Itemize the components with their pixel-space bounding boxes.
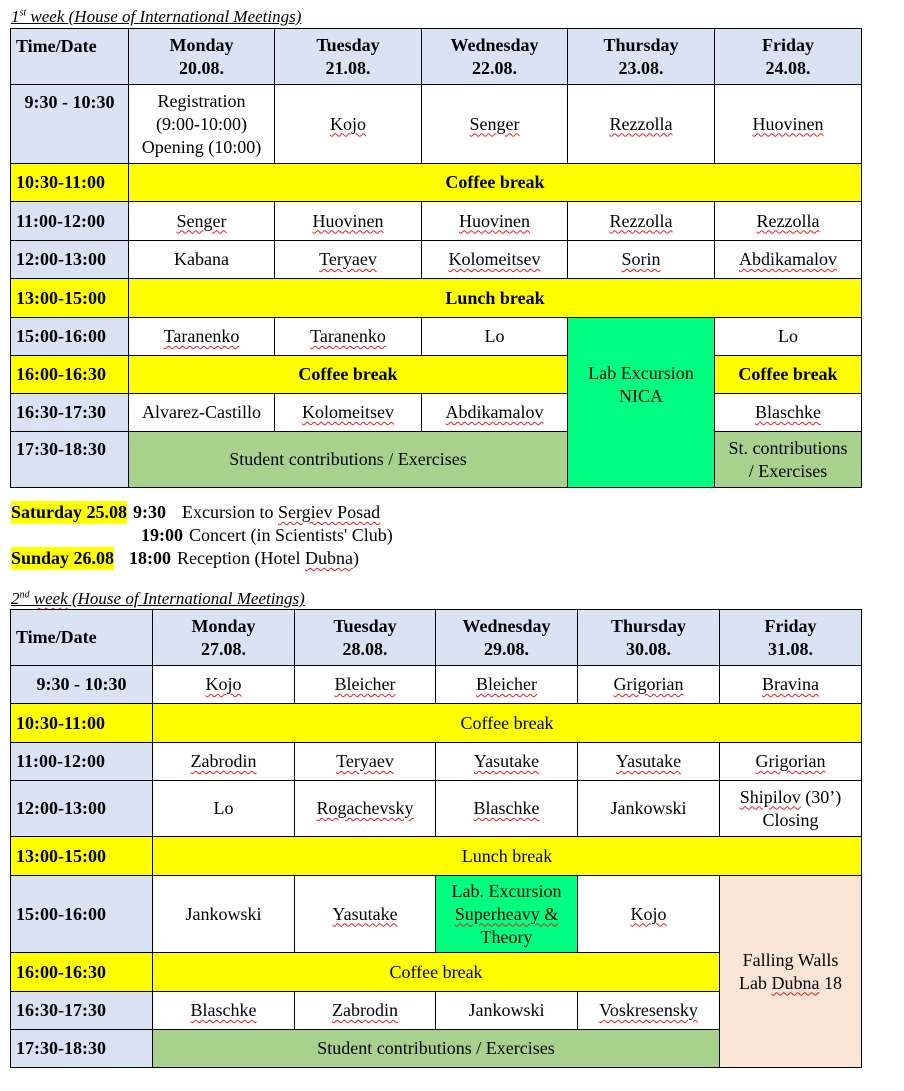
speaker-name: Shipilov xyxy=(739,786,801,807)
speaker-name: Teryaev xyxy=(336,751,394,771)
lab-excursion-cell xyxy=(568,318,715,488)
day-date: 30.08. xyxy=(626,638,671,659)
table-row xyxy=(11,318,862,356)
speaker-name: Kojo xyxy=(330,113,366,134)
speaker-name: Huovinen xyxy=(459,210,530,231)
session-cell xyxy=(295,781,436,837)
speaker-name: Yasutake xyxy=(332,903,398,924)
time-slot: 13:00-15:00 xyxy=(11,279,129,318)
day-date: 21.08. xyxy=(325,57,371,78)
table-row xyxy=(11,202,862,241)
table-header-row xyxy=(11,29,862,85)
session-line: (9:00-10:00) xyxy=(156,113,247,134)
contribution-line: St. contributions xyxy=(728,437,848,458)
table-row xyxy=(11,704,862,743)
day-name: Tuesday xyxy=(316,34,380,55)
session-cell xyxy=(578,992,720,1030)
session-cell xyxy=(153,876,295,953)
speaker-name: Kolomeitsev xyxy=(302,402,394,422)
session-cell xyxy=(578,876,720,953)
speaker-name: Bleicher xyxy=(334,674,396,694)
week1-schedule-table xyxy=(10,28,862,488)
event-time: 18:00 xyxy=(129,548,172,568)
table-row xyxy=(11,781,862,837)
time-slot: 16:30-17:30 xyxy=(11,394,129,432)
speaker-name: Taranenko xyxy=(163,326,240,346)
session-cell xyxy=(578,666,720,704)
excursion-line: NICA xyxy=(619,385,663,406)
table-row xyxy=(11,241,862,279)
saturday-row-1 xyxy=(11,501,393,524)
week1-heading-text: week (House of International Meetings) xyxy=(26,7,302,26)
speaker-name: Jankowski xyxy=(185,903,262,924)
table-row xyxy=(11,837,862,876)
day-header-wednesday xyxy=(422,29,568,85)
time-slot: 12:00-13:00 xyxy=(11,241,129,279)
session-cell xyxy=(129,394,275,432)
event-text: ) xyxy=(353,548,360,568)
speaker-name: Taranenko xyxy=(310,326,386,346)
day-header-wednesday xyxy=(436,610,578,666)
coffee-break-cell: Coffee break xyxy=(153,704,862,743)
day-header-thursday xyxy=(578,610,720,666)
speaker-name: Bleicher xyxy=(476,674,537,694)
falling-walls-cell xyxy=(720,876,862,1068)
event-text: Reception (Hotel xyxy=(177,548,306,568)
day-date: 27.08. xyxy=(201,638,246,659)
table-row xyxy=(11,743,862,781)
session-cell xyxy=(422,241,568,279)
event-time: 9:30 xyxy=(133,502,167,522)
session-cell xyxy=(153,666,295,704)
event-time: 19:00 xyxy=(141,525,183,545)
day-name: Monday xyxy=(169,34,234,55)
speaker-name: Grigorian xyxy=(755,751,826,771)
session-cell xyxy=(436,781,578,837)
table-row xyxy=(11,356,862,394)
session-cell xyxy=(295,666,436,704)
day-date: 22.08. xyxy=(472,57,517,78)
session-cell xyxy=(422,85,568,164)
coffee-break-cell: Coffee break xyxy=(715,356,862,394)
time-slot: 10:30-11:00 xyxy=(11,704,153,743)
speaker-name: Jankowski xyxy=(468,1000,545,1020)
excursion-line: Lab. Excursion xyxy=(451,880,562,901)
speaker-name: Yasutake xyxy=(473,751,540,771)
speaker-name: Huovinen xyxy=(312,210,384,231)
speaker-name: Blaschke xyxy=(190,1000,257,1020)
event-place: Sergiev Posad xyxy=(278,502,381,522)
day-header-friday xyxy=(715,29,862,85)
session-cell xyxy=(153,781,295,837)
session-cell xyxy=(129,241,275,279)
session-line: Opening (10:00) xyxy=(141,136,262,157)
session-cell xyxy=(568,241,715,279)
day-header-tuesday xyxy=(275,29,422,85)
time-slot: 11:00-12:00 xyxy=(11,202,129,241)
week1-heading-ordinal: 1 xyxy=(11,7,20,26)
time-slot: 9:30 - 10:30 xyxy=(11,666,153,704)
speaker-name: Kojo xyxy=(205,674,242,694)
excursion-line: Lab Excursion xyxy=(588,362,694,383)
speaker-name: Yasutake xyxy=(615,751,682,771)
session-cell xyxy=(715,241,862,279)
lunch-break-cell: Lunch break xyxy=(129,279,862,318)
day-header-tuesday xyxy=(295,610,436,666)
speaker-name: Blaschke xyxy=(473,798,540,818)
day-date: 20.08. xyxy=(179,57,224,78)
session-cell xyxy=(578,743,720,781)
session-cell xyxy=(153,992,295,1030)
day-header-monday xyxy=(153,610,295,666)
weekend-events xyxy=(11,501,393,570)
student-contributions-cell: Student contributions / Exercises xyxy=(153,1030,720,1068)
session-cell xyxy=(295,992,436,1030)
session-cell xyxy=(275,85,422,164)
speaker-name: Rezzolla xyxy=(609,113,673,134)
time-date-header: Time/Date xyxy=(11,29,129,85)
session-cell xyxy=(129,318,275,356)
session-cell xyxy=(129,85,275,164)
speaker-name: Bravina xyxy=(762,674,819,694)
table-row xyxy=(11,164,862,202)
time-slot: 16:00-16:30 xyxy=(11,953,153,992)
time-slot: 9:30 - 10:30 xyxy=(11,85,129,164)
speaker-name: Jankowski xyxy=(610,798,687,818)
day-date: 31.08. xyxy=(768,638,813,659)
session-cell xyxy=(436,992,578,1030)
time-slot: 15:00-16:00 xyxy=(11,876,153,953)
session-cell xyxy=(436,743,578,781)
speaker-name: Senger xyxy=(469,113,520,134)
week2-heading xyxy=(11,589,305,609)
session-cell xyxy=(715,202,862,241)
time-slot: 17:30-18:30 xyxy=(11,1030,153,1068)
session-cell xyxy=(422,202,568,241)
table-row xyxy=(11,394,862,432)
closing-label: Closing xyxy=(762,809,819,830)
speaker-name: Rogachevsky xyxy=(316,798,414,818)
day-date: 23.08. xyxy=(618,57,664,78)
contribution-line: / Exercises xyxy=(748,460,828,481)
session-cell xyxy=(720,666,862,704)
speaker-name: Kojo xyxy=(630,903,667,924)
week2-schedule-table xyxy=(10,609,862,1068)
excursion-line: Superheavy & xyxy=(454,903,559,924)
time-slot: 12:00-13:00 xyxy=(11,781,153,837)
table-header-row xyxy=(11,610,862,666)
table-row xyxy=(11,666,862,704)
time-slot: 17:30-18:30 xyxy=(11,432,129,488)
session-cell xyxy=(295,743,436,781)
speaker-name: Alvarez-Castillo xyxy=(142,402,261,422)
session-cell xyxy=(275,318,422,356)
coffee-break-cell: Coffee break xyxy=(129,164,862,202)
week2-heading-sup: nd xyxy=(19,589,30,601)
time-slot: 11:00-12:00 xyxy=(11,743,153,781)
speaker-name: Blaschke xyxy=(755,402,821,422)
speaker-name: Rezzolla xyxy=(609,210,673,231)
sunday-label: Sunday 26.08 xyxy=(11,548,115,568)
time-slot: 16:30-17:30 xyxy=(11,992,153,1030)
session-cell xyxy=(568,85,715,164)
event-place: Dubna xyxy=(771,972,820,993)
week2-heading-week: week xyxy=(33,589,68,608)
speaker-name: Zabrodin xyxy=(190,751,257,771)
event-line: Falling Walls xyxy=(742,949,839,970)
session-cell xyxy=(153,743,295,781)
day-name: Wednesday xyxy=(450,34,539,55)
session-cell xyxy=(436,666,578,704)
speaker-name: Lo xyxy=(213,798,234,818)
day-name: Wednesday xyxy=(462,615,551,636)
session-cell xyxy=(275,202,422,241)
speaker-name: Kabana xyxy=(174,249,229,269)
talk-duration: (30’) xyxy=(800,786,842,807)
session-cell xyxy=(715,318,862,356)
speaker-name: Grigorian xyxy=(613,674,684,694)
day-date: 29.08. xyxy=(484,638,529,659)
saturday-row-2 xyxy=(11,524,393,547)
day-name: Friday xyxy=(762,34,814,55)
event-text: Lab xyxy=(739,972,772,993)
speaker-name: Zabrodin xyxy=(332,1000,398,1020)
lunch-break-cell: Lunch break xyxy=(153,837,862,876)
speaker-name: Rezzolla xyxy=(756,210,820,231)
excursion-line: Theory xyxy=(480,926,533,947)
session-cell xyxy=(715,394,862,432)
day-header-thursday xyxy=(568,29,715,85)
week1-heading xyxy=(11,7,301,27)
day-name: Friday xyxy=(764,615,817,636)
speaker-name: Teryaev xyxy=(319,249,377,269)
speaker-name: Abdikamalov xyxy=(445,402,544,422)
session-cell xyxy=(422,318,568,356)
day-name: Monday xyxy=(191,615,256,636)
session-cell xyxy=(720,781,862,837)
coffee-break-cell: Coffee break xyxy=(129,356,568,394)
week2-heading-ordinal: 2 xyxy=(11,589,20,608)
time-slot: 13:00-15:00 xyxy=(11,837,153,876)
table-row xyxy=(11,279,862,318)
lab-excursion-cell xyxy=(436,876,578,953)
speaker-name: Huovinen xyxy=(752,113,824,134)
day-header-monday xyxy=(129,29,275,85)
session-cell xyxy=(578,781,720,837)
day-date: 28.08. xyxy=(342,638,388,659)
day-header-friday xyxy=(720,610,862,666)
time-date-header: Time/Date xyxy=(11,610,153,666)
day-name: Thursday xyxy=(610,615,687,636)
student-contributions-cell xyxy=(715,432,862,488)
speaker-name: Voskresensky xyxy=(599,1000,698,1020)
day-name: Thursday xyxy=(603,34,679,55)
speaker-name: Sorin xyxy=(621,249,661,269)
student-contributions-cell: Student contributions / Exercises xyxy=(129,432,568,488)
time-slot: 15:00-16:00 xyxy=(11,318,129,356)
speaker-name: Senger xyxy=(176,210,227,231)
table-row xyxy=(11,85,862,164)
time-slot: 10:30-11:00 xyxy=(11,164,129,202)
speaker-name: Abdikamalov xyxy=(739,249,837,269)
day-name: Tuesday xyxy=(333,615,397,636)
event-text: Concert (in Scientists' Club) xyxy=(189,525,393,545)
table-row xyxy=(11,432,862,488)
week1-heading-sup: st xyxy=(19,7,27,19)
week2-heading-text: (House of International Meetings) xyxy=(67,589,305,608)
day-date: 24.08. xyxy=(765,57,811,78)
session-cell xyxy=(568,202,715,241)
session-cell xyxy=(275,241,422,279)
session-line: Registration xyxy=(157,90,246,111)
event-text: Excursion to xyxy=(182,502,279,522)
speaker-name: Lo xyxy=(778,326,798,346)
session-cell xyxy=(422,394,568,432)
saturday-label: Saturday 25.08 xyxy=(11,502,128,522)
event-place: Dubna xyxy=(305,548,354,568)
speaker-name: Lo xyxy=(484,326,505,346)
sunday-row xyxy=(11,547,393,570)
time-slot: 16:00-16:30 xyxy=(11,356,129,394)
coffee-break-cell: Coffee break xyxy=(153,953,720,992)
session-cell xyxy=(129,202,275,241)
table-row xyxy=(11,876,862,953)
speaker-name: Kolomeitsev xyxy=(448,249,541,269)
session-cell xyxy=(295,876,436,953)
session-cell xyxy=(715,85,862,164)
event-text: 18 xyxy=(819,972,842,993)
session-cell xyxy=(720,743,862,781)
session-cell xyxy=(275,394,422,432)
